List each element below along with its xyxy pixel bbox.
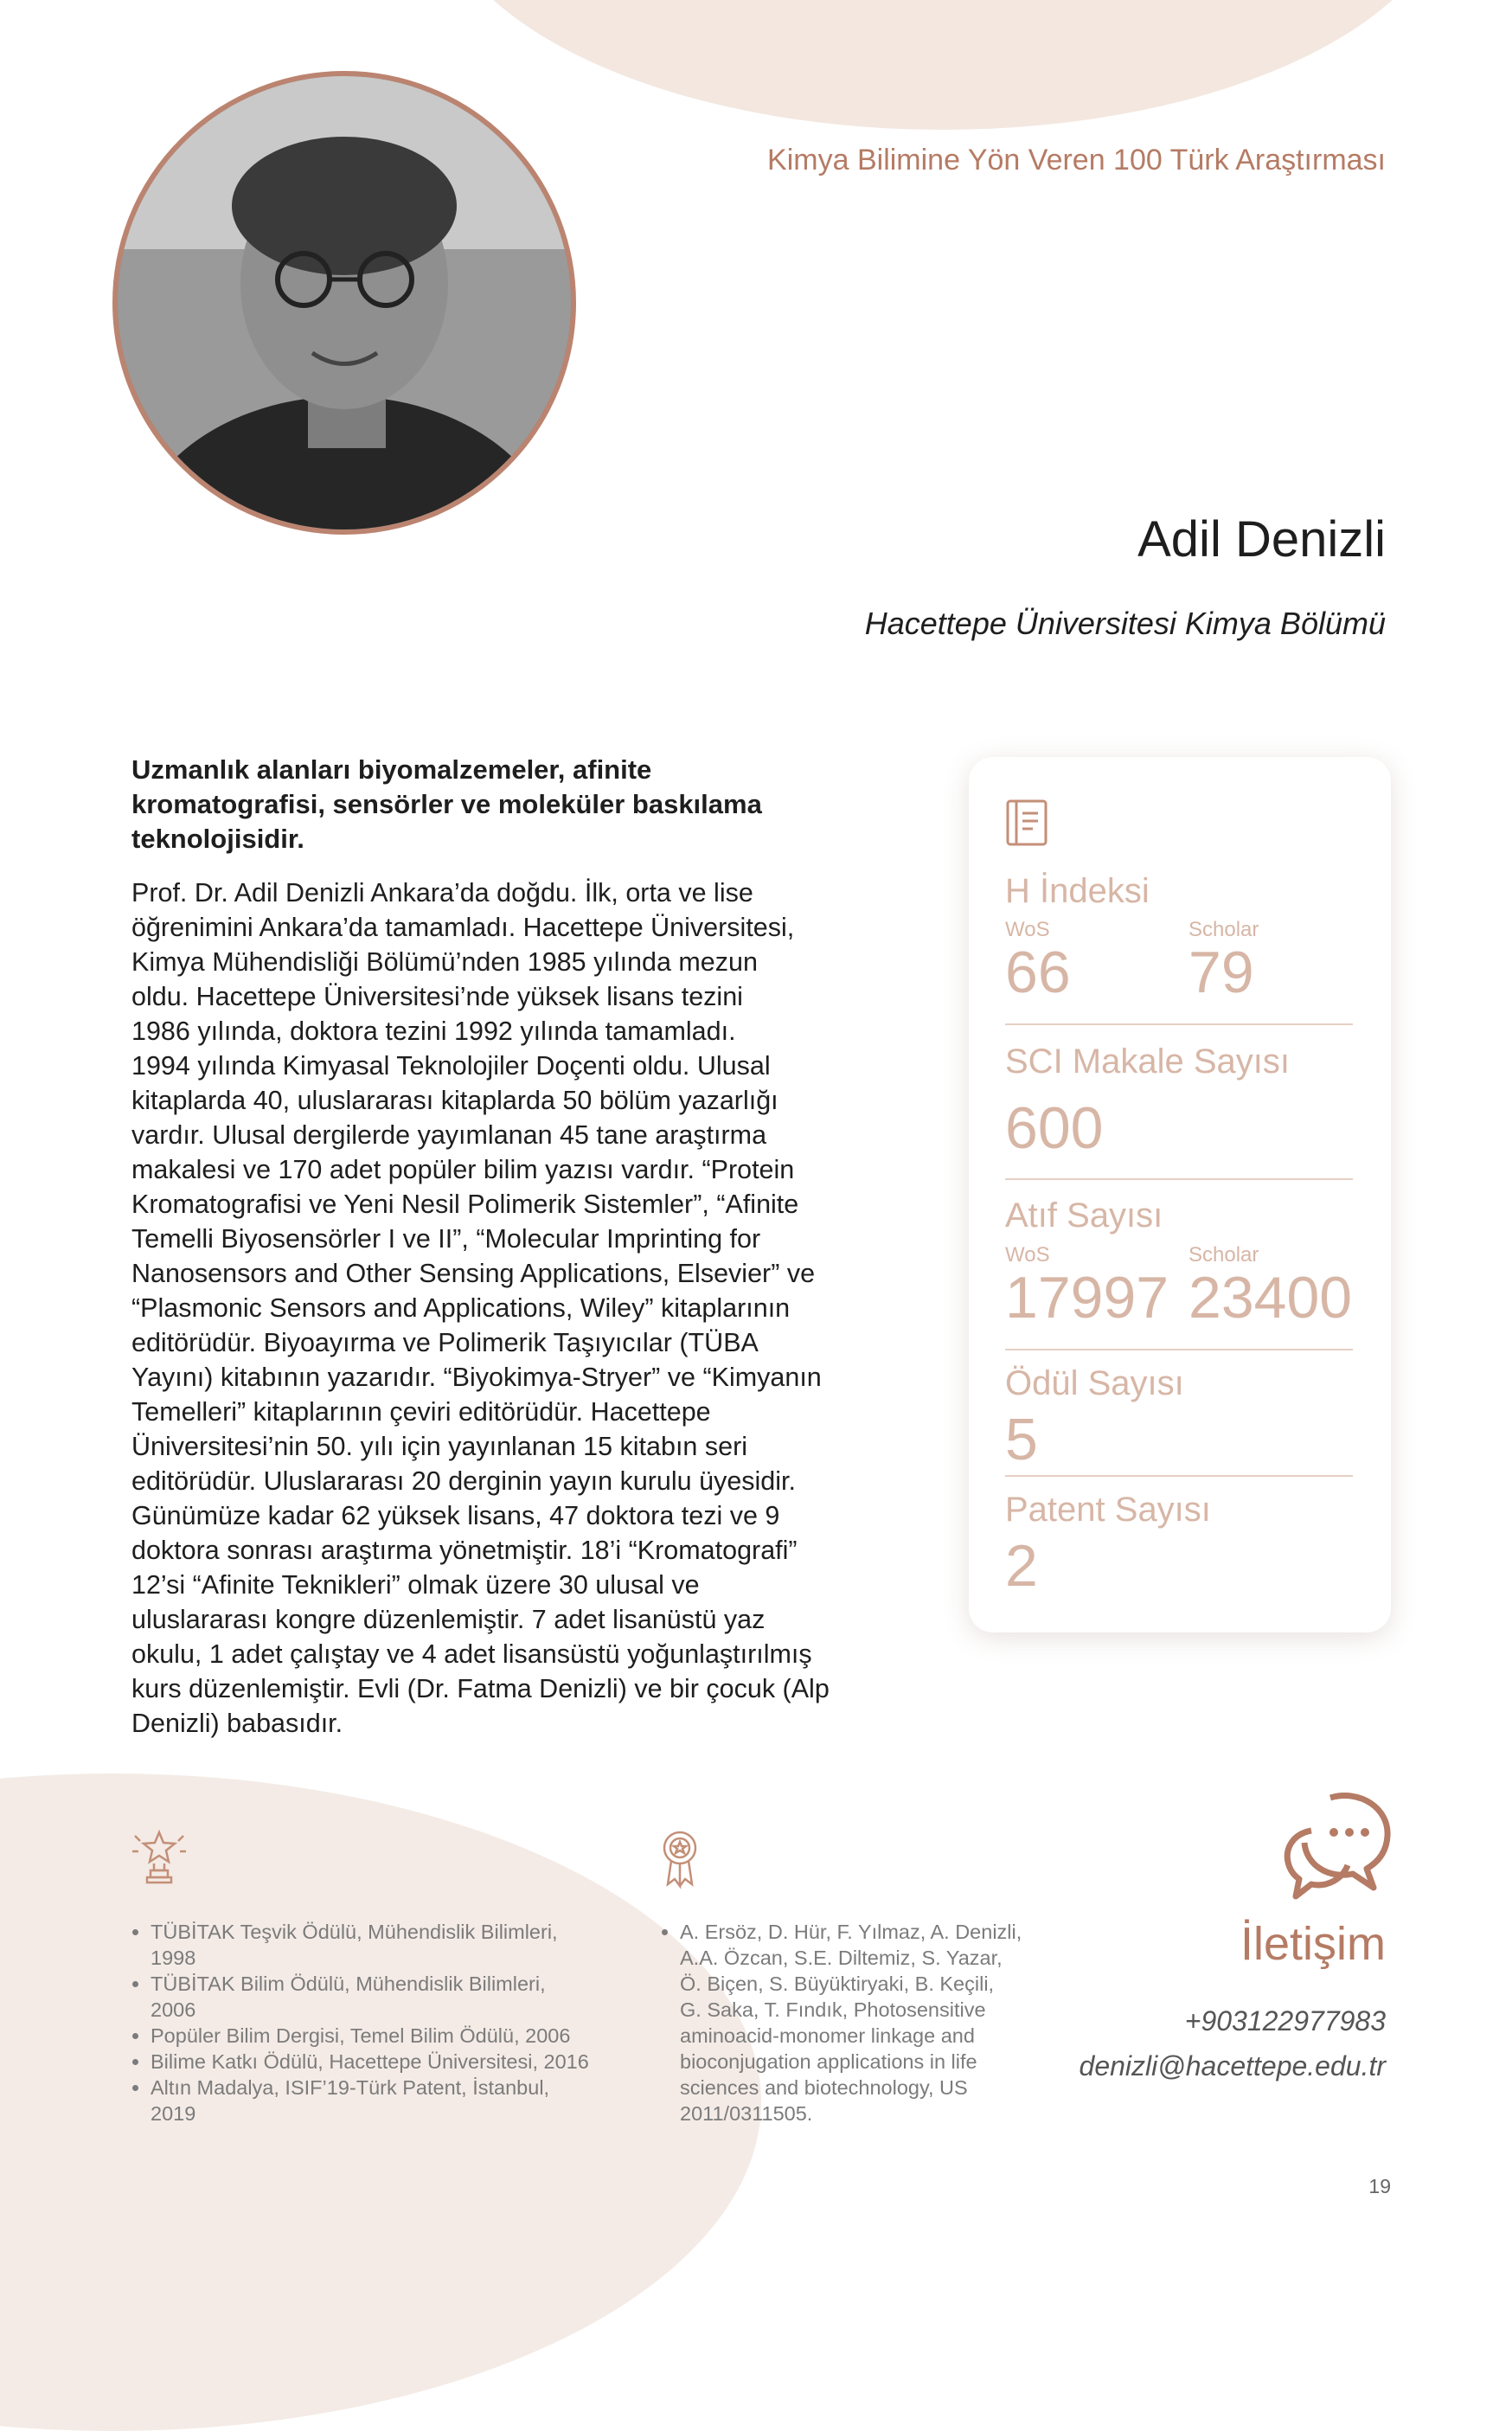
portrait-photo (112, 71, 576, 535)
patents-list (657, 1919, 1060, 2126)
decorative-blob-top (432, 0, 1453, 130)
bio-line: editörüdür. Uluslararası 20 derginin yayın kurulu üyesidir. (131, 1466, 796, 1496)
bio-line: Yayını) kitabının yazarıdır. “Biyokimya-Stryer” ve “Kimyanın (131, 1363, 822, 1392)
h-index-wos-label: WoS (1005, 918, 1050, 941)
bio-line: Kromatografisi ve Yeni Nesil Polimerik Sistemler”, “Afinite (131, 1190, 799, 1219)
bio-line: okulu, 1 adet çalıştay ve 4 adet lisansüstü yoğunlaştırılmış (131, 1639, 812, 1669)
patents-count-label: Patent Sayısı (1005, 1491, 1211, 1529)
bio-line: Denizli) babasıdır. (131, 1709, 343, 1738)
awards-count-value: 5 (1005, 1407, 1038, 1472)
sci-articles-label: SCI Makale Sayısı (1005, 1042, 1291, 1081)
divider (1005, 1475, 1353, 1477)
divider (1005, 1349, 1353, 1350)
expertise-summary: Uzmanlık alanları biyomalzemeler, afinite kromatografisi, sensörler ve moleküler baskılama teknolojisidir. (131, 754, 762, 854)
trophy-icon (128, 1827, 190, 1894)
bio-line: oldu. Hacettepe Üniversitesi’nde yüksek lisans tezini (131, 982, 743, 1011)
bio-line: 1986 yılında, doktora tezini 1992 yılında tamamladı. (131, 1017, 736, 1046)
citations-scholar-value: 23400 (1188, 1265, 1353, 1331)
bio-line: doktora sonrası araştırma yönetmiştir. 18’i “Kromatografi” (131, 1536, 798, 1565)
bio-line: Prof. Dr. Adil Denizli Ankara’da doğdu. İlk, orta ve lise (131, 878, 753, 908)
bio-line: Günümüze kadar 62 yüksek lisans, 47 doktora tezi ve 9 (131, 1501, 780, 1530)
awards-count-label: Ödül Sayısı (1005, 1364, 1184, 1402)
list-item: • A. Ersöz, D. Hür, F. Yılmaz, A. Denizli, A.A. Özcan, S.E. Diltemiz, S. Yazar, Ö. Biçen, S. Büyüktiryaki, B. Keçili, G. Saka, T. Fındık, Photosensitive aminoacid-monomer linkage and bioconjugation applications in life sciences and biotechnology, US 2011/0311505. (680, 1919, 1060, 2126)
phone-number[interactable]: +903122977983 (1184, 2005, 1386, 2037)
list-item: • TÜBİTAK Bilim Ödülü, Mühendislik Bilimleri, 2006 (151, 1971, 635, 2023)
document-icon (1005, 799, 1048, 851)
bio-line: Temelleri” kitaplarının çeviri editörüdür. Hacettepe (131, 1397, 711, 1427)
bio-line: editörüdür. Biyoayırma ve Polimerik Taşıyıcılar (TÜBA (131, 1328, 759, 1357)
bio-line: uluslararası kongre düzenlemiştir. 7 adet lisanüstü yaz (131, 1605, 766, 1634)
list-item: • Popüler Bilim Dergisi, Temel Bilim Ödülü, 2006 (151, 2023, 635, 2049)
bio-line: Üniversitesi’nin 50. yılı için yayınlanan 15 kitabın seri (131, 1432, 748, 1461)
medal-icon (656, 1827, 704, 1894)
awards-list (128, 1919, 635, 2126)
divider (1005, 1023, 1353, 1025)
list-item: • Bilime Katkı Ödülü, Hacettepe Üniversitesi, 2016 (151, 2049, 635, 2075)
citations-label: Atıf Sayısı (1005, 1196, 1163, 1235)
chat-bubbles-icon (1277, 1782, 1398, 1908)
metrics-card (969, 757, 1391, 1632)
bio-line: öğrenimini Ankara’da tamamladı. Hacettepe Üniversitesi, (131, 913, 795, 942)
page-number: 19 (1368, 2175, 1391, 2197)
email-link[interactable]: denizli@hacettepe.edu.tr (1079, 2050, 1386, 2081)
patents-count-value: 2 (1005, 1533, 1038, 1599)
list-item: • Altın Madalya, ISIF’19-Türk Patent, İstanbul, 2019 (151, 2075, 635, 2126)
h-index-scholar-label: Scholar (1188, 918, 1259, 941)
h-index-wos-value: 66 (1005, 940, 1071, 1005)
bio-line: 12’si “Afinite Teknikleri” olmak üzere 30 ulusal ve (131, 1570, 700, 1600)
bio-line: “Plasmonic Sensors and Applications, Wiley” kitaplarının (131, 1293, 791, 1323)
h-index-scholar-value: 79 (1188, 940, 1254, 1005)
series-title: Kimya Bilimine Yön Veren 100 Türk Araştırması (767, 144, 1386, 176)
person-affiliation: Hacettepe Üniversitesi Kimya Bölümü (864, 606, 1386, 641)
sci-articles-value: 600 (1005, 1095, 1104, 1161)
contact-title: İletişim (1240, 1918, 1386, 1970)
bio-line: Kimya Mühendisliği Bölümü’nden 1985 yılında mezun (131, 947, 758, 977)
bio-line: vardır. Ulusal dergilerde yayımlanan 45 tane araştırma (131, 1120, 767, 1150)
bio-line: kurs düzenlemiştir. Evli (Dr. Fatma Denizli) ve bir çocuk (Alp (131, 1674, 830, 1703)
bio-line: kitaplarda 40, uluslararası kitaplarda 50 bölüm yazarlığı (131, 1086, 778, 1115)
bio-line: Temelli Biyosensörler I ve II”, “Molecular Imprinting for (131, 1224, 761, 1254)
portrait-illustration (118, 76, 571, 529)
biography (131, 876, 875, 1741)
bio-line: makalesi ve 170 adet popüler bilim yazısı vardır. “Protein (131, 1155, 795, 1184)
list-item: • TÜBİTAK Teşvik Ödülü, Mühendislik Bilimleri, 1998 (151, 1919, 635, 1971)
person-name: Adil Denizli (1137, 511, 1386, 568)
citations-wos-label: WoS (1005, 1243, 1050, 1267)
citations-scholar-label: Scholar (1188, 1243, 1259, 1267)
h-index-label: H İndeksi (1005, 872, 1150, 910)
divider (1005, 1178, 1353, 1180)
bio-line: 1994 yılında Kimyasal Teknolojiler Doçenti oldu. Ulusal (131, 1051, 771, 1081)
bio-line: Nanosensors and Other Sensing Applications, Elsevier” ve (131, 1259, 816, 1288)
citations-wos-value: 17997 (1005, 1265, 1169, 1331)
